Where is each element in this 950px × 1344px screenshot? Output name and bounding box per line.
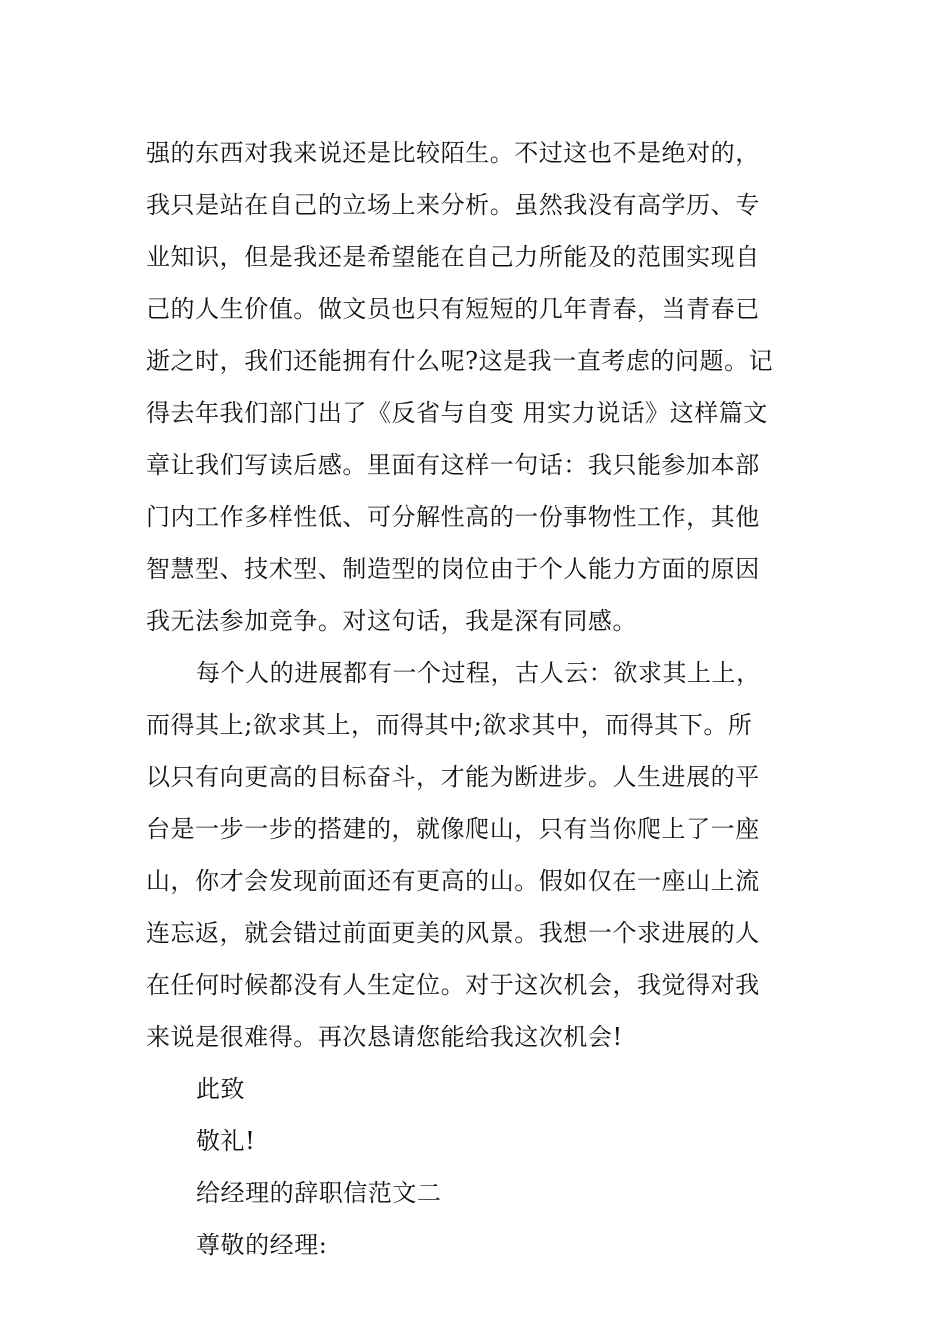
text-line: 连忘返，就会错过前面更美的风景。我想一个求进展的人	[146, 919, 760, 947]
section-title: 给经理的辞职信范文二	[196, 1179, 442, 1207]
text-line: 来说是很难得。再次恳请您能给我这次机会!	[146, 1023, 623, 1051]
text-line: 逝之时，我们还能拥有什么呢?这是我一直考虑的问题。记	[146, 347, 774, 375]
closing-text: 此致	[196, 1075, 246, 1103]
text-line: 章让我们写读后感。里面有这样一句话：我只能参加本部	[146, 451, 760, 479]
paragraph-1	[146, 127, 806, 647]
text-line: 业知识，但是我还是希望能在自己力所能及的范围实现自	[146, 243, 760, 271]
text-line: 台是一步一步的搭建的，就像爬山，只有当你爬上了一座	[146, 815, 760, 843]
text-line: 门内工作多样性低、可分解性高的一份事物性工作，其他	[146, 503, 760, 531]
text-line: 得去年我们部门出了《反省与自变 用实力说话》这样篇文	[146, 399, 768, 427]
text-line: 以只有向更高的目标奋斗，才能为断进步。人生进展的平	[146, 763, 760, 791]
salute-text: 敬礼!	[196, 1127, 256, 1155]
text-line: 在任何时候都没有人生定位。对于这次机会，我觉得对我	[146, 971, 760, 999]
text-line: 而得其上;欲求其上，而得其中;欲求其中，而得其下。所	[146, 711, 753, 739]
text-line: 我无法参加竞争。对这句话，我是深有同感。	[146, 607, 637, 635]
text-line: 智慧型、技术型、制造型的岗位由于个人能力方面的原因	[146, 555, 760, 583]
text-line-indented: 每个人的进展都有一个过程，古人云：欲求其上上，	[196, 659, 761, 687]
text-line: 强的东西对我来说还是比较陌生。不过这也不是绝对的，	[146, 139, 760, 167]
paragraph-2	[146, 647, 806, 1063]
greeting-text: 尊敬的经理:	[196, 1231, 328, 1259]
document-body	[146, 127, 806, 1271]
text-line: 己的人生价值。做文员也只有短短的几年青春，当青春已	[146, 295, 760, 323]
text-line: 我只是站在自己的立场上来分析。虽然我没有高学历、专	[146, 191, 760, 219]
text-line: 山，你才会发现前面还有更高的山。假如仅在一座山上流	[146, 867, 760, 895]
